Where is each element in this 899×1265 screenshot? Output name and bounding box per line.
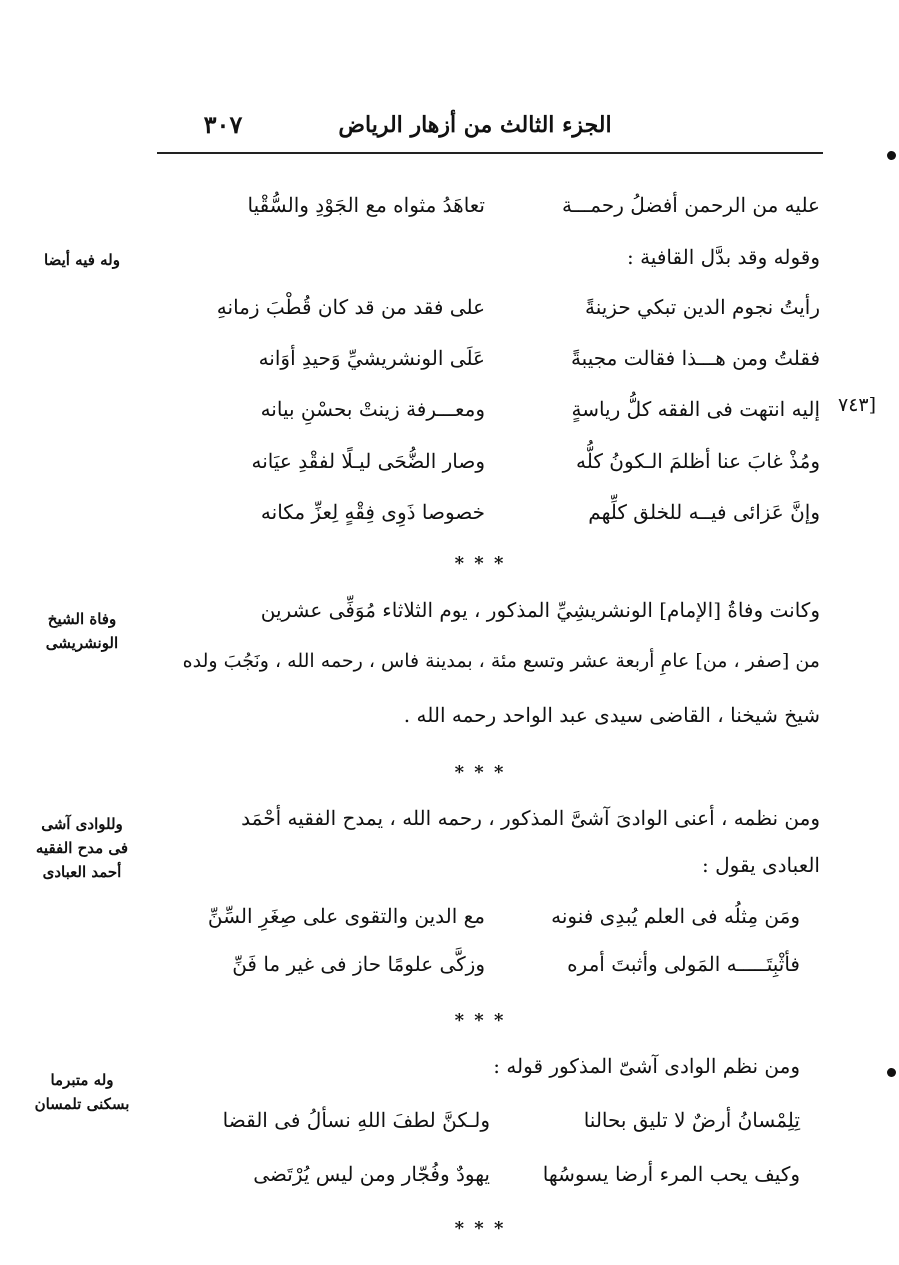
paragraph-line: ومن نظم الوادى آشىّ المذكور قوله : (493, 1054, 800, 1078)
paragraph-line: العبادى يقول : (702, 853, 820, 877)
margin-note: وله فيه أيضا (44, 251, 120, 269)
header-rule (157, 152, 823, 154)
running-header-title: الجزء الثالث من أزهار الرياض (338, 112, 612, 138)
margin-note-line: بسكنى تلمسان (34, 1095, 130, 1113)
verse-left: عَلَى الونشريشيِّ وَحيدِ أوَانه (258, 346, 485, 370)
edge-dot (887, 1068, 896, 1077)
verse-left: وصار الضُّحَى ليـلًا لفقْدِ عيَانه (251, 449, 485, 473)
verse-left: مع الدين والتقوى على صِغَرِ السِّنِّ (207, 904, 485, 928)
margin-note-line: وفاة الشيخ (47, 610, 117, 628)
verse-right: رأيتُ نجوم الدين تبكي حزينةً (584, 295, 820, 319)
page-number: ٣٠٧ (203, 110, 243, 139)
section-separator: * * * (454, 1010, 506, 1031)
margin-note (22, 812, 142, 884)
verse-right: تِلِمْسانُ أرضٌ لا تليق بحالنا (583, 1108, 800, 1132)
verse-left: تعاهَدُ مثواه مع الجَوْدِ والسُّقْيا (247, 193, 485, 217)
verse-right: ومَن مِثلُه فى العلم يُبدِى فنونه (551, 904, 800, 928)
verse-right: عليه من الرحمن أفضلُ رحمـــة (561, 193, 820, 217)
margin-note-line: وله متبرما (50, 1071, 114, 1089)
verse-left: ومعـــرفة زينتْ بحسْنِ بيانه (260, 397, 485, 421)
verse-right: إليه انتهت فى الفقه كلُّ رياسةٍ (571, 397, 820, 421)
verse-left: يهودٌ وفُجّار ومن ليس يُرْتَضى (253, 1162, 490, 1186)
paragraph-line: شيخ شيخنا ، القاضى سيدى عبد الواحد رحمه الله . (403, 703, 820, 727)
margin-note (22, 607, 142, 655)
section-separator: * * * (454, 1218, 506, 1239)
verse-right: ومُذْ غابَ عنا أظلمَ الـكونُ كلُّه (576, 449, 820, 473)
verse-right: وإنَّ عَزائى فيــه للخلق كلِّهم (588, 500, 820, 524)
section-separator: * * * (454, 762, 506, 783)
paragraph-line: ومن نظمه ، أعنى الوادىَ آشىَّ المذكور ، رحمه الله ، يمدح الفقيه أحْمَد (241, 806, 820, 830)
intro-line: وقوله وقد بدَّل القافية : (626, 245, 820, 269)
paragraph-line: وكانت وفاةُ [الإمام] الونشريشِيِّ المذكور ، يوم الثلاثاء مُوَفِّى عشرين (260, 598, 820, 622)
margin-note-line: الونشريشى (45, 634, 119, 652)
verse-right: فأثْبِتَـــــه المَولى وأثبتَ أمره (567, 952, 800, 976)
verse-left: خصوصا ذَوِى فِقْهٍ لِعزِّ مكانه (260, 500, 485, 524)
paragraph-line: من [صفر ، من] عامِ أربعة عشر وتسع مئة ، بمدينة فاس ، رحمه الله ، ونَجُبَ ولده (182, 650, 820, 672)
margin-note (22, 1068, 142, 1116)
margin-note-line: أحمد العبادى (42, 863, 122, 881)
verse-right: فقلتُ ومن هـــذا فقالت مجيبةً (570, 346, 820, 370)
section-separator: * * * (454, 553, 506, 574)
verse-left: ولـكنَّ لطفَ اللهِ نسألُ فى القضا (222, 1108, 490, 1132)
verse-right: وكيف يحب المرء أرضا يسوسُها (542, 1162, 800, 1186)
verse-left: على فقد من قد كان قُطْبَ زمانهِ (216, 295, 485, 319)
verse-left: وزكَّى علومًا حاز فى غير ما فَنِّ (232, 952, 485, 976)
margin-note-line: فى مدح الفقيه (35, 839, 129, 857)
margin-note-line: وللوادى آشى (41, 815, 123, 833)
margin-line-number: [٧٤٣ (838, 394, 877, 416)
edge-dot (887, 151, 896, 160)
